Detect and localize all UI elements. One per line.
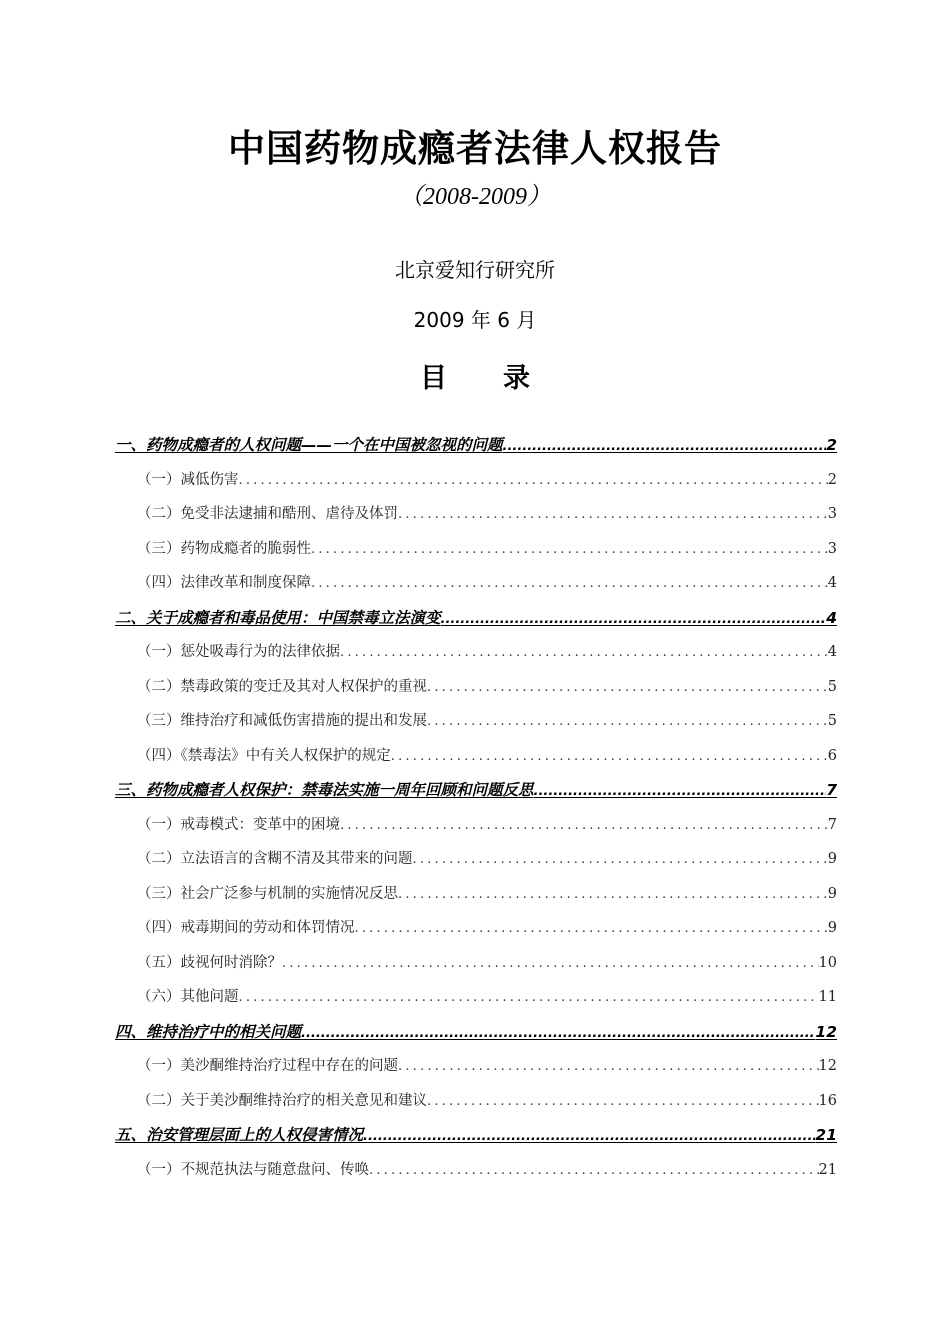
toc-entry-text: （二）免受非法逮捕和酷刑、虐待及体罚 bbox=[137, 506, 398, 522]
toc-page-number: 7 bbox=[826, 781, 837, 799]
toc-subsection-entry[interactable] bbox=[115, 463, 837, 498]
toc-section-entry[interactable] bbox=[115, 1118, 837, 1153]
report-subtitle: （2008-2009） bbox=[399, 184, 551, 210]
toc-subsection-entry[interactable] bbox=[115, 808, 837, 843]
toc-page-number: 21 bbox=[815, 1126, 837, 1144]
toc-entry-text: （三）维持治疗和减低伤害措施的提出和发展 bbox=[137, 713, 427, 729]
toc-entry-text: （一）惩处吸毒行为的法律依据 bbox=[137, 644, 340, 660]
toc-section-entry[interactable] bbox=[115, 601, 837, 636]
toc-page-number: 4 bbox=[826, 608, 837, 627]
toc-page-number: 5 bbox=[827, 678, 837, 695]
toc-dot-leader bbox=[239, 981, 819, 1015]
toc-dot-leader bbox=[355, 912, 828, 946]
toc-page-number: 10 bbox=[818, 954, 837, 971]
toc-page-number: 4 bbox=[827, 575, 837, 591]
toc-dot-leader bbox=[340, 636, 828, 670]
toc-page-number: 3 bbox=[827, 540, 837, 557]
toc-entry-text: （四）《禁毒法》中有关人权保护的规定 bbox=[137, 747, 391, 764]
toc-section-entry[interactable] bbox=[115, 1015, 837, 1050]
toc-dot-leader bbox=[398, 498, 828, 532]
toc-section-entry[interactable] bbox=[115, 773, 837, 808]
toc-dot-leader bbox=[398, 878, 828, 912]
toc-entry-text: （三）社会广泛参与机制的实施情况反思 bbox=[137, 885, 398, 902]
toc-page-number: 5 bbox=[827, 713, 837, 729]
toc-entry-text: 三、药物成瘾者人权保护：禁毒法实施一周年回顾和问题反思 bbox=[115, 781, 534, 799]
toc-subsection-entry[interactable] bbox=[115, 1153, 837, 1188]
toc-subsection-entry[interactable] bbox=[115, 532, 837, 567]
toc-section-entry[interactable] bbox=[115, 428, 837, 463]
toc-entry-text: （四）戒毒期间的劳动和体罚情况 bbox=[137, 920, 355, 936]
toc-entry-text: （四）法律改革和制度保障 bbox=[137, 575, 311, 591]
toc-entry-text: 一、药物成瘾者的人权问题——一个在中国被忽视的问题 bbox=[115, 436, 503, 454]
toc-page-number: 3 bbox=[827, 506, 837, 522]
toc-entry-text: 四、维持治疗中的相关问题 bbox=[115, 1022, 302, 1041]
toc-subsection-entry[interactable] bbox=[115, 739, 837, 774]
toc-entry-text: 二、关于成瘾者和毒品使用：中国禁毒立法演变 bbox=[115, 608, 441, 627]
toc-subsection-entry[interactable] bbox=[115, 877, 837, 912]
toc-subsection-entry[interactable] bbox=[115, 635, 837, 670]
toc-page-number: 2 bbox=[827, 471, 837, 488]
toc-dot-leader bbox=[534, 775, 827, 808]
toc-page-number: 4 bbox=[827, 644, 837, 660]
toc-entry-text: （二）关于美沙酮维持治疗的相关意见和建议 bbox=[137, 1092, 427, 1109]
toc-subsection-entry[interactable] bbox=[115, 1084, 837, 1119]
toc-dot-leader bbox=[427, 705, 828, 739]
toc-subsection-entry[interactable] bbox=[115, 911, 837, 946]
toc-page-number: 2 bbox=[826, 436, 837, 454]
toc-page-number: 6 bbox=[827, 747, 837, 764]
toc-entry-text: （二）禁毒政策的变迁及其对人权保护的重视 bbox=[137, 678, 427, 695]
toc-subsection-entry[interactable] bbox=[115, 946, 837, 981]
toc-page-number: 16 bbox=[818, 1092, 837, 1109]
toc-page-number: 12 bbox=[815, 1022, 837, 1041]
toc-entry-text: （一）不规范执法与随意盘问、传唤 bbox=[137, 1161, 369, 1178]
table-of-contents bbox=[115, 428, 837, 1187]
toc-subsection-entry[interactable] bbox=[115, 670, 837, 705]
toc-dot-leader bbox=[391, 740, 828, 774]
toc-subsection-entry[interactable] bbox=[115, 497, 837, 532]
toc-dot-leader bbox=[311, 567, 828, 601]
toc-dot-leader bbox=[503, 430, 827, 463]
toc-dot-leader bbox=[413, 843, 828, 877]
toc-dot-leader bbox=[363, 1120, 815, 1153]
toc-entry-text: （一）减低伤害 bbox=[137, 471, 239, 488]
toc-page-number: 21 bbox=[818, 1161, 837, 1178]
report-title: 中国药物成瘾者法律人权报告 bbox=[228, 126, 722, 170]
toc-entry-text: （三）药物成瘾者的脆弱性 bbox=[137, 540, 311, 557]
toc-page-number: 12 bbox=[818, 1058, 837, 1074]
toc-dot-leader bbox=[398, 1050, 819, 1084]
toc-subsection-entry[interactable] bbox=[115, 1049, 837, 1084]
toc-subsection-entry[interactable] bbox=[115, 842, 837, 877]
toc-dot-leader bbox=[340, 809, 828, 843]
toc-entry-text: 五、治安管理层面上的人权侵害情况 bbox=[115, 1126, 364, 1144]
toc-heading: 目录 bbox=[420, 363, 586, 394]
toc-dot-leader bbox=[427, 1085, 819, 1119]
toc-dot-leader bbox=[239, 464, 828, 498]
toc-subsection-entry[interactable] bbox=[115, 566, 837, 601]
toc-page-number: 9 bbox=[827, 851, 837, 867]
toc-dot-leader bbox=[369, 1154, 819, 1188]
toc-dot-leader bbox=[427, 671, 828, 705]
toc-entry-text: （六）其他问题 bbox=[137, 989, 239, 1005]
toc-page-number: 11 bbox=[818, 989, 837, 1005]
toc-subsection-entry[interactable] bbox=[115, 704, 837, 739]
toc-subsection-entry[interactable] bbox=[115, 980, 837, 1015]
report-date: 2009 年 6 月 bbox=[413, 308, 537, 332]
toc-entry-text: （二）立法语言的含糊不清及其带来的问题 bbox=[137, 851, 413, 867]
toc-dot-leader bbox=[441, 603, 827, 636]
toc-page-number: 7 bbox=[827, 816, 837, 833]
organization-name: 北京爱知行研究所 bbox=[395, 258, 555, 282]
toc-dot-leader bbox=[282, 947, 819, 981]
toc-page-number: 9 bbox=[827, 885, 837, 902]
toc-page-number: 9 bbox=[827, 920, 837, 936]
toc-entry-text: （一）美沙酮维持治疗过程中存在的问题 bbox=[137, 1058, 398, 1074]
toc-dot-leader bbox=[311, 533, 828, 567]
toc-entry-text: （五）歧视何时消除？ bbox=[137, 954, 282, 971]
toc-entry-text: （一）戒毒模式：变革中的困境 bbox=[137, 816, 340, 833]
toc-dot-leader bbox=[301, 1017, 815, 1050]
